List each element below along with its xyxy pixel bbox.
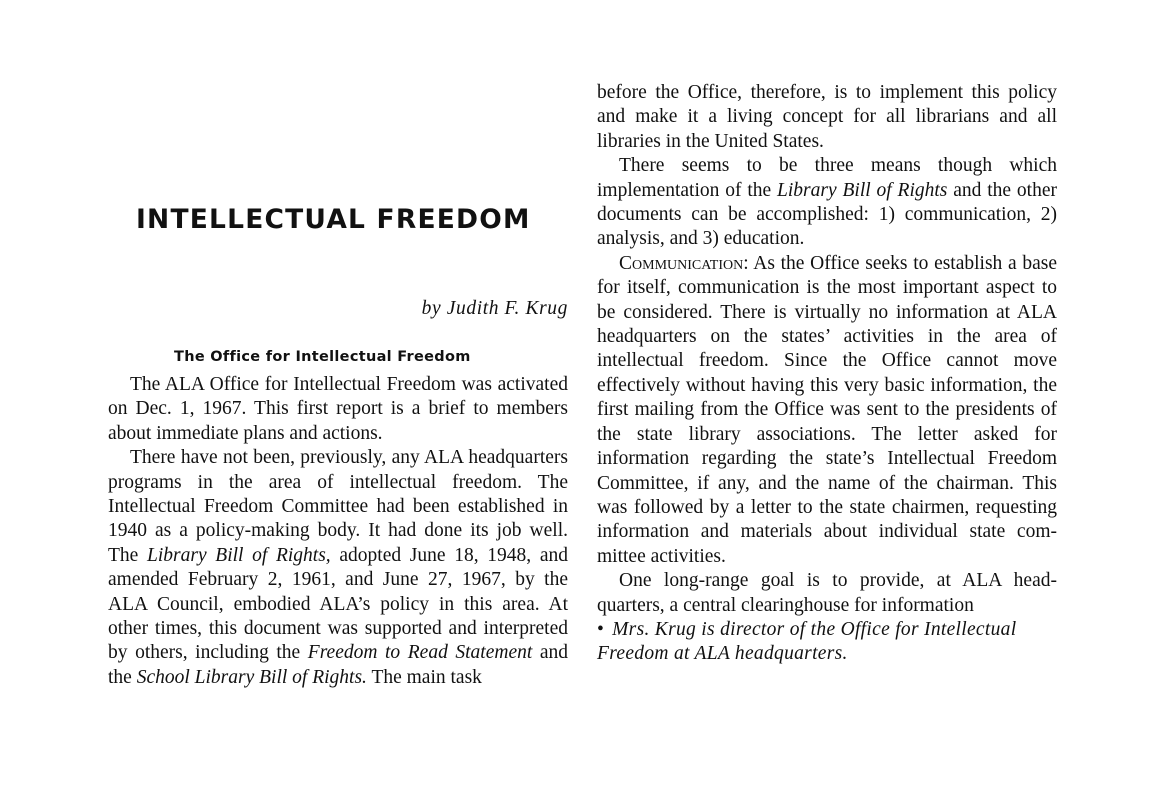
italic-title-run: Library Bill of Rights — [777, 179, 948, 201]
text-run: The main task — [366, 666, 482, 688]
text-run: and the — [108, 642, 569, 688]
text-run: The ALA Office for Intellectual Freedom was activated on Dec. 1, 1967. This first report is a brief to members about immediate plans and actions. — [108, 374, 568, 444]
author-byline: by Judith F. Krug — [421, 298, 568, 319]
right-paragraph — [597, 252, 1057, 569]
left-paragraph — [108, 373, 568, 446]
text-run: One long-range goal is to provide, at ALA headquarters, a central clearinghouse for information — [597, 570, 1057, 616]
left-paragraph — [108, 446, 568, 690]
italic-title-run: Library Bill of Rights, — [147, 544, 331, 566]
right-column-body — [597, 81, 1057, 667]
right-paragraph — [597, 81, 1057, 154]
article-title: INTELLECTUAL FREEDOM — [136, 204, 531, 235]
text-run: : As the Office seeks to establish a base for itself, communication is the most important aspect to be considered. There is virtually no information at ALA headquarters on the states’ activities in the area of intellectual freedom. Since the Office cannot move effectively without having this very basic information, the first mailing from the Office was sent to the presidents of the state library associations. The letter asked for information regarding the state’s Intellectual Freedom Committee, if any, and the name of the chairman. This was followed by a letter to the state chairmen, requesting information and materials about individual state committee activities. — [597, 252, 1057, 567]
left-column-body — [108, 373, 568, 690]
italic-title-run: Freedom to Read Statement — [307, 642, 533, 664]
text-run: and the other documents can be accomplished: 1) communication, 2) analysis, and 3) education. — [597, 179, 1057, 250]
bullet-icon: • — [597, 618, 605, 640]
text-run: before the Office, therefore, is to implement this policy and make it a living concept for all librarians and all libraries in the United States. — [597, 82, 1057, 152]
section-heading: The Office for Intellectual Freedom — [174, 349, 471, 365]
author-footnote — [597, 618, 1057, 667]
run-in-heading: Communication — [619, 252, 744, 274]
text-run: adopted June 18, 1948, and amended February 2, 1961, and June 27, 1967, by the ALA Council, embodied ALA’s policy in this area. At other times, this document was supported and interpreted by others, including the — [108, 544, 568, 664]
footnote-text: Mrs. Krug is director of the Office for Intellectual Freedom at ALA headquarters. — [597, 618, 1017, 665]
text-run: There seems to be three means though which implementation of the — [597, 155, 1057, 201]
italic-title-run: School Library Bill of Rights. — [136, 666, 367, 688]
right-paragraph — [597, 154, 1057, 252]
text-run: There have not been, previously, any ALA headquarters programs in the area of intellectual freedom. The Intellectual Freedom Committee had been established in 1940 as a policy-making body. It had done its job well. The — [108, 447, 568, 566]
right-paragraph — [597, 569, 1057, 618]
